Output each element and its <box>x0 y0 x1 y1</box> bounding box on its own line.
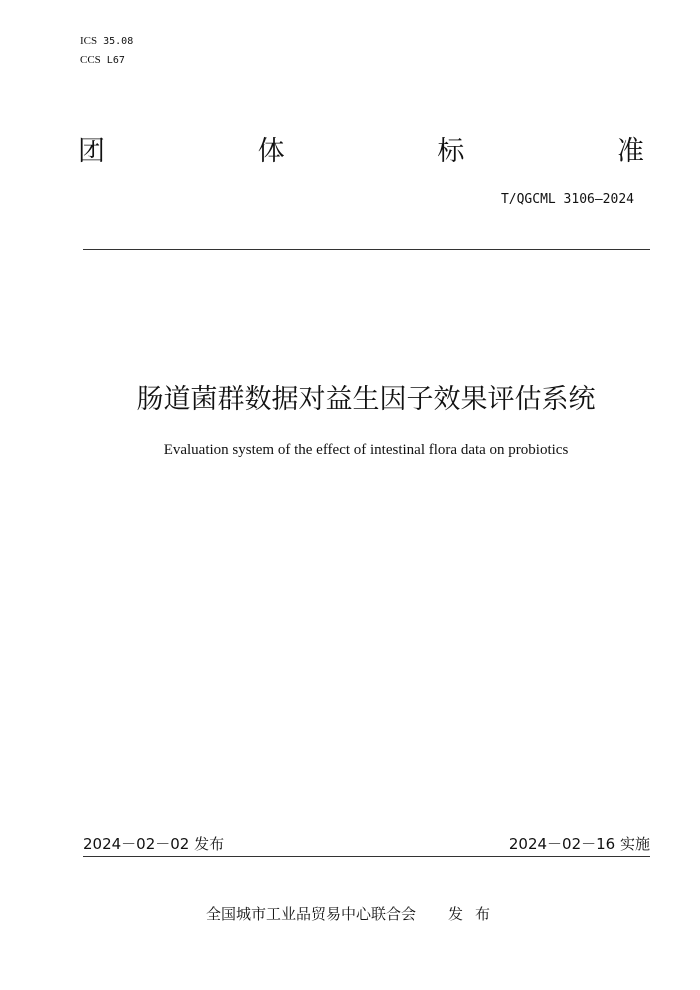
ics-line <box>80 34 133 49</box>
implement-date: 2024－02－16 实施 <box>508 835 650 853</box>
issuer-action: 发布 <box>448 905 503 923</box>
heading-char-4: 准 <box>616 136 644 167</box>
publish-date: 2024－02－02 发布 <box>83 835 225 853</box>
heading-char-2: 体 <box>257 136 285 167</box>
heading-char-3: 标 <box>437 136 465 167</box>
issuer-line <box>206 903 502 925</box>
ics-value: 35.08 <box>103 36 134 47</box>
issuer-org: 全国城市工业品贸易中心联合会 <box>206 905 417 923</box>
standard-type-heading <box>78 134 644 170</box>
ccs-label: CCS <box>80 54 101 66</box>
ccs-line <box>80 53 125 68</box>
bottom-divider <box>83 856 650 857</box>
ccs-value: L67 <box>106 55 125 66</box>
heading-char-1: 团 <box>78 136 105 167</box>
document-title-cn: 肠道菌群数据对益生因子效果评估系统 <box>136 384 596 415</box>
standard-code: T/QGCML 3106—2024 <box>500 192 634 207</box>
top-divider <box>83 249 650 250</box>
ics-label: ICS <box>80 35 98 47</box>
document-title-en: Evaluation system of the effect of intestinal flora data on probiotics <box>163 442 569 458</box>
